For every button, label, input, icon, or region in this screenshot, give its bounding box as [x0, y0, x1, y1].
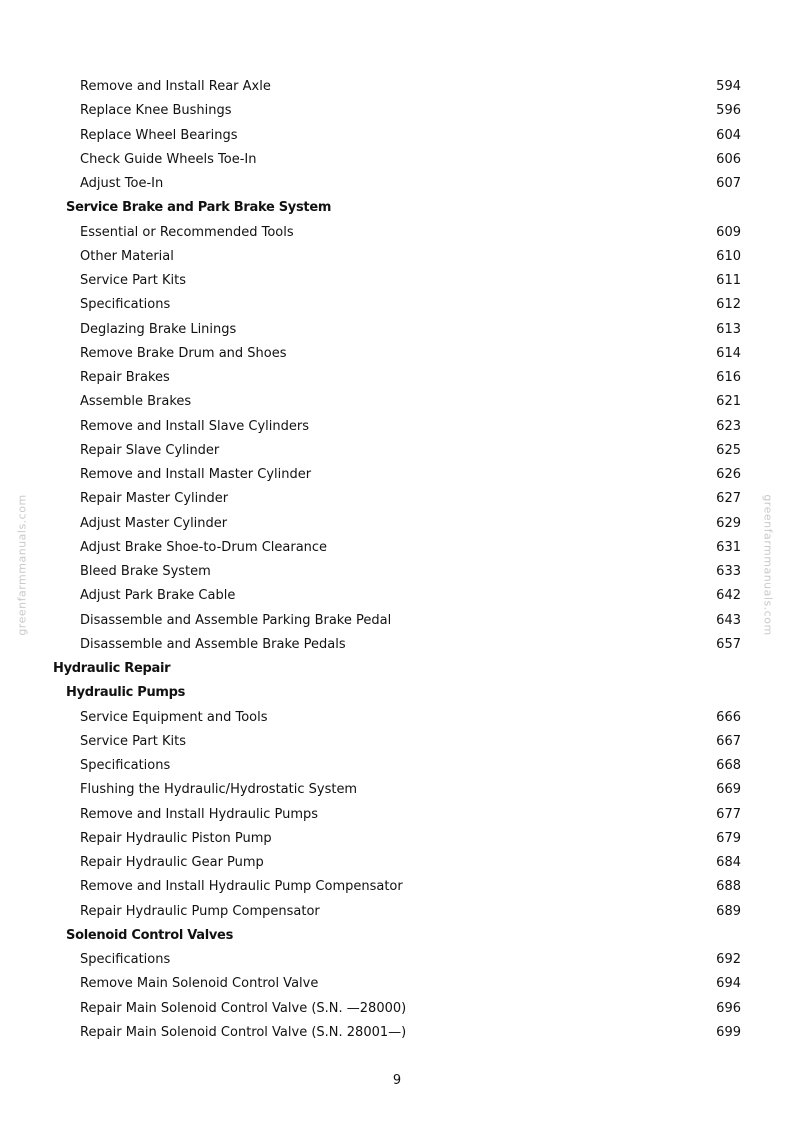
toc-entry[interactable]	[0, 221, 794, 245]
toc-entry-page-number: 667	[716, 733, 741, 749]
toc-entry[interactable]	[0, 99, 794, 123]
toc-entry-page-number: 625	[716, 442, 741, 458]
toc-entry-page-number: 699	[716, 1024, 741, 1040]
toc-entry[interactable]	[0, 778, 794, 802]
toc-entry-title: Specifications	[80, 952, 171, 967]
toc-entry-page-number: 612	[716, 297, 741, 313]
toc-entry-title: Service Part Kits	[80, 733, 186, 749]
toc-entry-title: Specifications	[80, 758, 171, 773]
toc-entry-page-number: 627	[716, 491, 741, 507]
toc-entry[interactable]	[0, 1021, 794, 1045]
toc-entry-page-number: 657	[716, 636, 741, 652]
toc-entry[interactable]	[0, 439, 794, 463]
toc-entry-page-number: 633	[716, 564, 741, 579]
toc-entry-title: Disassemble and Assemble Parking Brake Pedal	[80, 612, 392, 628]
toc-entry-title: Replace Wheel Bearings	[80, 127, 238, 143]
toc-entry-title: Repair Slave Cylinder	[80, 442, 220, 458]
toc-entry-page-number: 629	[716, 515, 741, 531]
toc-entry-page-number: 604	[716, 127, 741, 143]
toc-entry-title: Remove and Install Master Cylinder	[80, 467, 312, 482]
toc-entry[interactable]	[0, 997, 794, 1021]
toc-entry-page-number: 596	[716, 103, 741, 119]
toc-entry[interactable]	[0, 366, 794, 390]
toc-entry-title: Service Equipment and Tools	[80, 709, 268, 725]
toc-entry-title: Replace Knee Bushings	[80, 103, 232, 119]
toc-entry-page-number: 694	[716, 976, 741, 992]
toc-entry-page-number: 689	[716, 903, 741, 919]
toc-entry-page-number: 610	[716, 248, 741, 264]
toc-entry-title: Adjust Brake Shoe-to-Drum Clearance	[80, 539, 328, 555]
toc-entry-page-number: 696	[716, 1000, 741, 1016]
toc-entry-page-number: 643	[716, 612, 741, 628]
toc-entry-page-number: 631	[716, 539, 741, 555]
table-of-contents	[0, 75, 794, 1045]
watermark-right: greenfarmmanuals.com	[761, 494, 775, 636]
toc-entry-page-number: 688	[716, 879, 741, 895]
toc-entry-title: Adjust Park Brake Cable	[80, 588, 236, 604]
toc-entry-page-number: 669	[716, 782, 741, 798]
toc-entry[interactable]	[0, 463, 794, 487]
toc-entry[interactable]	[0, 536, 794, 560]
toc-entry-page-number: 621	[716, 394, 741, 410]
toc-entry-page-number: 616	[716, 370, 741, 385]
toc-entry-page-number: 668	[716, 758, 741, 773]
toc-entry[interactable]	[0, 706, 794, 730]
watermark-left: greenfarmmanuals.com	[15, 494, 29, 636]
toc-entry-title: Essential or Recommended Tools	[80, 224, 294, 240]
toc-entry-page-number: 692	[716, 952, 741, 967]
toc-entry[interactable]	[0, 972, 794, 996]
toc-entry[interactable]	[0, 342, 794, 366]
toc-entry[interactable]	[0, 75, 794, 99]
toc-entry[interactable]	[0, 172, 794, 196]
toc-entry[interactable]	[0, 512, 794, 536]
toc-entry[interactable]	[0, 875, 794, 899]
toc-entry-page-number: 666	[716, 709, 741, 725]
toc-entry-title: Remove and Install Rear Axle	[80, 79, 271, 94]
toc-entry-title: Flushing the Hydraulic/Hydrostatic System	[80, 782, 358, 798]
toc-entry[interactable]	[0, 730, 794, 754]
toc-entry[interactable]	[0, 124, 794, 148]
toc-entry-title: Repair Hydraulic Piston Pump	[80, 830, 272, 846]
toc-entry-title: Service Part Kits	[80, 273, 186, 288]
toc-entry-title: Remove and Install Slave Cylinders	[80, 418, 309, 434]
toc-entry[interactable]	[0, 148, 794, 172]
toc-entry-page-number: 606	[716, 151, 741, 167]
toc-entry[interactable]	[0, 269, 794, 293]
toc-entry-title: Repair Main Solenoid Control Valve (S.N. —28000)	[80, 1000, 407, 1016]
toc-entry-title: Bleed Brake System	[80, 564, 211, 579]
toc-entry[interactable]	[0, 948, 794, 972]
toc-entry-title: Repair Hydraulic Gear Pump	[80, 855, 264, 870]
toc-subsection-heading[interactable]	[0, 681, 794, 705]
toc-entry-title: Hydraulic Repair	[53, 661, 171, 676]
toc-entry-title: Repair Hydraulic Pump Compensator	[80, 903, 320, 919]
toc-entry[interactable]	[0, 293, 794, 317]
toc-entry-page-number: 642	[716, 588, 741, 604]
toc-entry-title: Service Brake and Park Brake System	[66, 200, 332, 216]
toc-entry-page-number: 623	[716, 418, 741, 434]
toc-entry-page-number: 677	[716, 806, 741, 822]
toc-entry[interactable]	[0, 318, 794, 342]
toc-entry-title: Assemble Brakes	[80, 394, 192, 410]
toc-entry[interactable]	[0, 827, 794, 851]
toc-entry-page-number: 613	[716, 321, 741, 337]
toc-entry[interactable]	[0, 560, 794, 584]
toc-entry-page-number: 684	[716, 855, 741, 870]
toc-entry-title: Repair Master Cylinder	[80, 491, 229, 507]
toc-entry[interactable]	[0, 754, 794, 778]
toc-entry[interactable]	[0, 803, 794, 827]
page-number: 9	[392, 1073, 402, 1088]
toc-entry-title: Hydraulic Pumps	[66, 685, 186, 701]
toc-entry[interactable]	[0, 900, 794, 924]
toc-entry-title: Other Material	[80, 248, 174, 264]
toc-entry-title: Remove Main Solenoid Control Valve	[80, 976, 319, 992]
toc-entry-title: Remove and Install Hydraulic Pump Compensator	[80, 879, 403, 895]
toc-entry-title: Remove and Install Hydraulic Pumps	[80, 806, 319, 822]
toc-entry[interactable]	[0, 584, 794, 608]
toc-entry-title: Solenoid Control Valves	[66, 927, 234, 943]
toc-entry[interactable]	[0, 390, 794, 414]
toc-entry-title: Deglazing Brake Linings	[80, 321, 237, 337]
toc-section-heading[interactable]	[0, 657, 794, 681]
toc-entry-page-number: 607	[716, 176, 741, 191]
toc-entry[interactable]	[0, 245, 794, 269]
toc-entry-title: Remove Brake Drum and Shoes	[80, 345, 287, 361]
toc-entry-page-number: 594	[716, 79, 741, 94]
toc-entry[interactable]	[0, 633, 794, 657]
toc-entry-title: Specifications	[80, 297, 171, 313]
toc-entry-page-number: 626	[716, 467, 741, 482]
toc-subsection-heading[interactable]	[0, 924, 794, 948]
toc-entry-page-number: 614	[716, 345, 741, 361]
toc-entry-title: Adjust Master Cylinder	[80, 515, 228, 531]
toc-entry-title: Repair Main Solenoid Control Valve (S.N. 28001—)	[80, 1024, 407, 1040]
toc-entry-page-number: 679	[716, 830, 741, 846]
toc-entry[interactable]	[0, 415, 794, 439]
toc-entry-title: Repair Brakes	[80, 370, 170, 385]
toc-entry-title: Disassemble and Assemble Brake Pedals	[80, 636, 346, 652]
toc-entry-title: Check Guide Wheels Toe-In	[80, 151, 257, 167]
toc-entry-page-number: 609	[716, 224, 741, 240]
toc-subsection-heading[interactable]	[0, 196, 794, 220]
toc-entry-page-number: 611	[716, 273, 741, 288]
toc-entry[interactable]	[0, 487, 794, 511]
toc-entry[interactable]	[0, 609, 794, 633]
toc-entry[interactable]	[0, 851, 794, 875]
toc-entry-title: Adjust Toe-In	[80, 176, 164, 191]
